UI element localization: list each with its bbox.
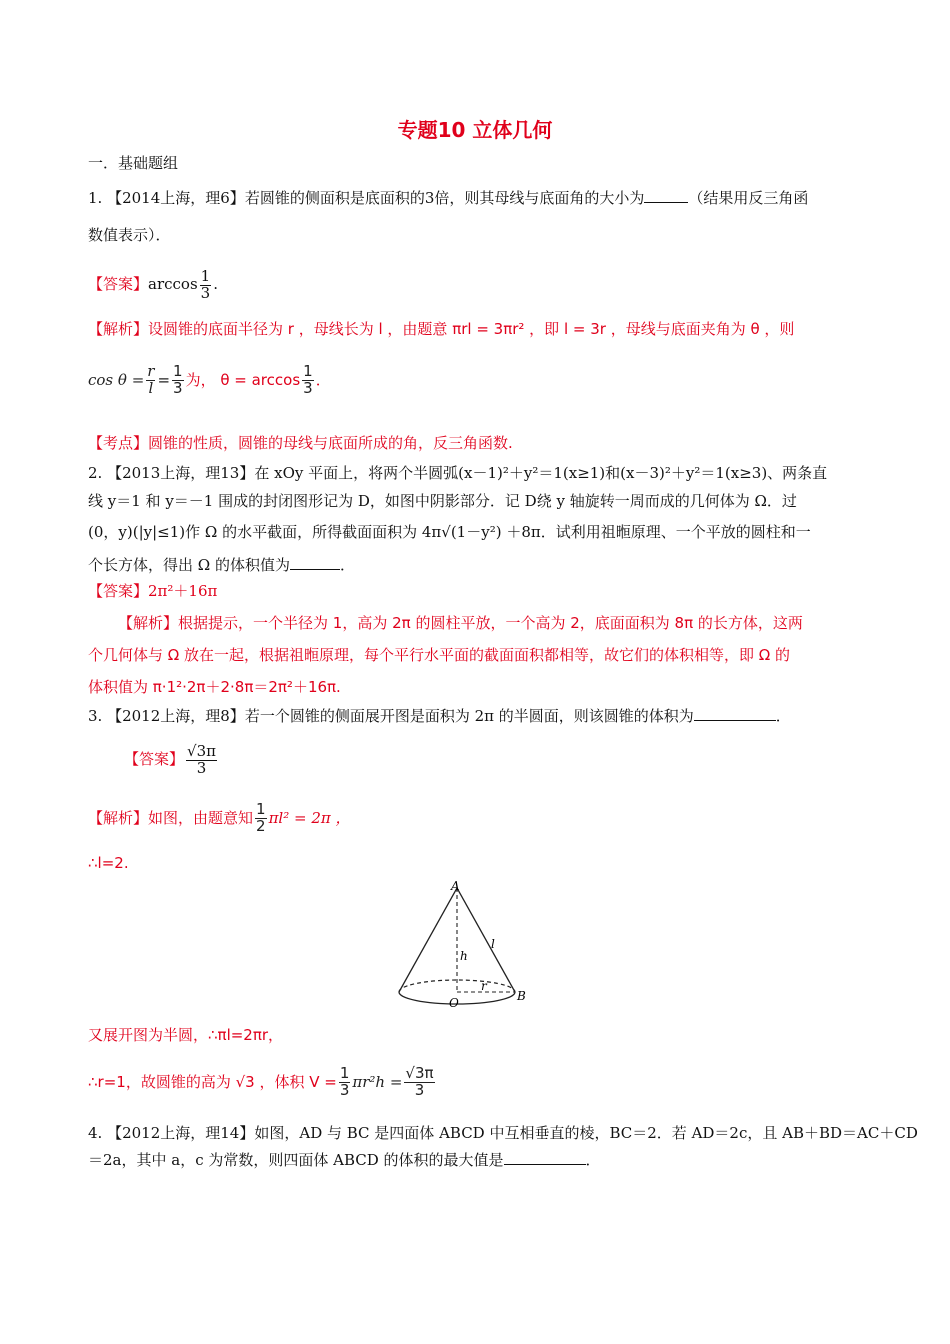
q1-kaodian <box>88 432 868 454</box>
q3-analysis-line-1 <box>88 796 868 840</box>
q3-therefore-l: ∴l=2. <box>88 854 129 872</box>
q2-analysis-line-3: 体积值为 π·1²·2π＋2·8π＝2π²＋16π. <box>88 678 341 696</box>
equation-text: πr²h = <box>352 1073 403 1091</box>
answer-blank <box>504 1148 586 1165</box>
fraction-one-half <box>255 802 267 835</box>
analysis-text: 如图，由题意知 <box>148 809 254 827</box>
label-O: O <box>449 996 459 1010</box>
question-2-line-4 <box>88 553 868 576</box>
period: ． <box>775 707 791 725</box>
fraction-numerator: r <box>147 362 155 381</box>
question-4-line-1 <box>88 1122 918 1144</box>
answer-tag: 【答案】 <box>88 275 149 293</box>
answer-function: arccos <box>148 275 198 293</box>
question-number: 4. <box>88 1124 103 1142</box>
analysis-text: ∴r=1，故圆锥的高为 √3 ，体积 V = <box>88 1073 337 1091</box>
fraction-denominator: 3 <box>414 1081 425 1099</box>
fraction-denominator: 3 <box>196 758 207 777</box>
q2-analysis-line-2: 个几何体与 Ω 放在一起，根据祖暅原理，每个平行水平面的截面面积都相等，故它们的体积相等，即 Ω 的 <box>88 646 791 664</box>
period: ． <box>315 371 331 389</box>
period: ． <box>585 1151 601 1169</box>
answer-blank <box>694 704 776 721</box>
answer-fraction <box>186 741 217 777</box>
question-source: 【2013上海，理13】 <box>107 464 255 482</box>
fraction-denominator: 3 <box>200 283 211 302</box>
fraction-one-third <box>302 364 314 397</box>
analysis-tag: 【解析】 <box>118 614 179 632</box>
question-text: 个长方体，得出 Ω 的体积值为 <box>88 556 290 574</box>
question-source: 【2012上海，理8】 <box>107 707 245 725</box>
question-source: 【2014上海，理6】 <box>107 189 245 207</box>
cone-left-edge <box>399 888 457 992</box>
q3-analysis-line-2: 又展开图为半圆，∴πl=2πr， <box>88 1026 284 1044</box>
label-h: h <box>460 949 468 963</box>
analysis-tag: 【解析】 <box>88 320 149 338</box>
page-title: 专题10 立体几何 <box>397 118 553 142</box>
answer-value: 2π²＋16π <box>148 582 218 600</box>
label-A: A <box>451 880 460 893</box>
volume-fraction <box>404 1066 434 1099</box>
fraction-numerator: 1 <box>173 362 183 381</box>
question-text: 若一个圆锥的侧面展开图是面积为 2π 的半圆面，则该圆锥的体积为 <box>244 707 694 725</box>
q2-answer <box>88 580 868 602</box>
question-1-line-1 <box>88 186 868 209</box>
answer-fraction <box>200 266 212 302</box>
period: ． <box>339 556 355 574</box>
question-2-line-1 <box>88 462 868 484</box>
fraction-one-third <box>339 1066 351 1099</box>
cos-theta: cos θ = <box>88 371 145 389</box>
question-source: 【2012上海，理14】 <box>107 1124 255 1142</box>
fraction-r-over-l <box>146 364 155 397</box>
question-number: 2. <box>88 464 103 482</box>
fraction-denominator: 3 <box>173 379 183 397</box>
cone-right-edge <box>457 888 515 992</box>
kaodian-tag: 【考点】 <box>88 434 149 452</box>
question-text: 若圆锥的侧面积是底面积的3倍，则其母线与底面角的大小为 <box>244 189 645 207</box>
question-number: 3. <box>88 707 103 725</box>
q1-answer: 【答案】arccos $\frac{1}{3}$ . <box>88 266 218 302</box>
question-text: ＝2a，其中 a，c 为常数，则四面体 ABCD 的体积的最大值是 <box>88 1151 504 1169</box>
analysis-text: 设圆锥的底面半径为 r ，母线长为 l ，由题意 πrl = 3πr² ，即 l = 3r ，母线与底面夹角为 θ ，则 <box>148 320 795 338</box>
fraction-denominator: 3 <box>303 379 313 397</box>
answer-blank <box>290 553 340 570</box>
fraction-numerator: 1 <box>339 1064 350 1083</box>
answer-tag: 【答案】 <box>88 582 149 600</box>
fraction-numerator: 1 <box>256 800 266 819</box>
label-l: l <box>491 937 495 951</box>
question-1-line-2: 数值表示）． <box>88 226 171 244</box>
kaodian-text: 圆锥的性质，圆锥的母线与底面所成的角，反三角函数. <box>148 434 513 452</box>
analysis-text: 根据提示，一个半径为 1，高为 2π 的圆柱平放，一个高为 2，底面面积为 8π 的长方体，这两 <box>178 614 803 632</box>
fraction-numerator: √3π <box>187 741 216 760</box>
label-B: B <box>517 989 526 1003</box>
answer-tag: 【答案】 <box>124 750 185 768</box>
fraction-numerator: 1 <box>303 362 313 381</box>
analysis-text: 为， θ = arccos <box>185 371 301 389</box>
question-2-line-3: (0，y)(|y|≤1)作 Ω 的水平截面，所得截面面积为 4π√(1－y²) ＋8π．试利用祖暅原理、一个平放的圆柱和一 <box>88 523 811 541</box>
q3-analysis-line-3 <box>88 1060 868 1104</box>
question-text: 在 xOy 平面上，将两个半圆弧(x－1)²＋y²＝1(x≥1)和(x－3)²＋y²＝1(x≥3)、两条直 <box>254 464 828 482</box>
fraction-denominator: l <box>148 379 154 397</box>
equation-text: πl² = 2π ， <box>268 809 351 827</box>
fraction-denominator: 2 <box>256 817 266 835</box>
section-heading: 一．基础题组 <box>88 154 179 172</box>
question-4-line-2 <box>88 1148 868 1171</box>
fraction-one-third <box>172 364 184 397</box>
question-text: 如图，AD 与 BC 是四面体 ABCD 中互相垂直的棱，BC＝2．若 AD＝2c，且 AB＋BD＝AC＋CD <box>254 1124 918 1142</box>
fraction-numerator: 1 <box>200 266 211 285</box>
question-text-cont: （结果用反三角函 <box>688 189 809 207</box>
label-r: r <box>481 979 487 993</box>
equals-sign: = <box>157 371 171 389</box>
q1-analysis-line-2 <box>88 358 868 402</box>
analysis-tag: 【解析】 <box>88 809 149 827</box>
q2-analysis-line-1 <box>118 612 898 634</box>
cone-figure <box>395 880 535 1012</box>
question-number: 1. <box>88 189 103 207</box>
question-2-line-2: 线 y＝1 和 y＝－1 围成的封闭图形记为 D，如图中阴影部分．记 D绕 y 轴旋转一周而成的几何体为 Ω．过 <box>88 492 797 510</box>
q3-answer <box>124 734 904 784</box>
fraction-numerator: √3π <box>405 1064 434 1083</box>
answer-blank <box>644 186 688 203</box>
q1-analysis-line-1 <box>88 318 868 340</box>
question-3-line-1 <box>88 704 868 727</box>
fraction-denominator: 3 <box>339 1081 350 1099</box>
